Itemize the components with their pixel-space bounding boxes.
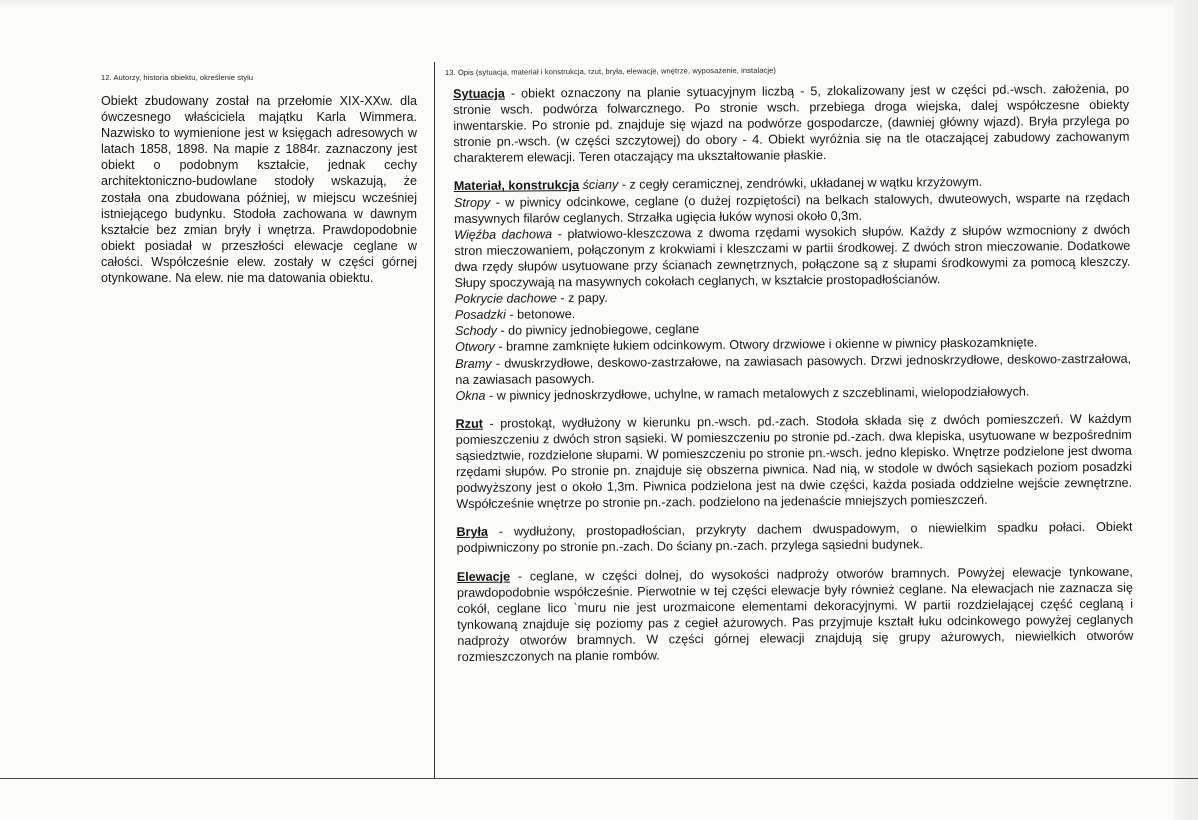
rzut-heading: Rzut bbox=[455, 416, 483, 431]
material-section bbox=[454, 173, 1132, 404]
stropy-label: Stropy bbox=[453, 195, 491, 210]
section-12-caption: 12. Autorzy, historia obiektu, określenie stylu bbox=[101, 73, 254, 82]
okna-label: Okna bbox=[455, 388, 486, 403]
stropy-line bbox=[454, 189, 1130, 226]
bramy-text: - dwuskrzydłowe, deskowo-zastrzałowe, na zawiasach pasowych. Drzwi jednoskrzydłowe, deskowo-zastrzałowa, na zawiasach pasowych. bbox=[455, 351, 1132, 387]
column-divider bbox=[434, 62, 435, 778]
bottom-rule bbox=[0, 778, 1198, 779]
sytuacja-heading: Sytuacja bbox=[453, 86, 505, 101]
pokrycie-label: Pokrycie dachowe bbox=[454, 291, 557, 307]
elewacje-paragraph bbox=[457, 563, 1134, 665]
bramy-line bbox=[455, 350, 1131, 387]
bramy-label: Bramy bbox=[455, 356, 492, 371]
wiezba-line bbox=[454, 221, 1130, 291]
elewacje-heading: Elewacje bbox=[456, 569, 511, 584]
material-heading: Materiał, konstrukcja bbox=[453, 178, 580, 194]
bryla-text: - wydłużony, prostopadłościan, przykryty dachem dwuspadowym, o niewielkim spadku połaci. Obiekt podpiwniczony po stronie pn.-zach. Do ściany pn.-zach. przylega sąsiedni budynek. bbox=[456, 520, 1133, 556]
pokrycie-text: - z papy. bbox=[556, 290, 608, 306]
bryla-heading: Bryła bbox=[456, 525, 489, 540]
posadzki-text: - betonowe. bbox=[505, 307, 576, 322]
elewacje-text: - ceglane, w części dolnej, do wysokości nadproży otworów bramnych. Powyżej elewacje tynkowane, prawdopodobnie współcześnie. Pierwotnie w tej części elewacje były również ceglane. Na elewacjach nie zaznacza się cokół, ceglane lico `muru nie jest urozmaicone elementami dekoracyjnymi. W partii rozdzielającej część ceglaną i tynkowaną znajduje się poziomy pas z cegieł ażurowych. Pas przyjmuje kształt łuku odcinkowego powyżej ceglanych nadproży otworów bramnych. W części górnej elewacji znajdują się grupy ażurowych, niewielkich otworów rozmieszczonych na planie rombów. bbox=[456, 564, 1134, 664]
page-right-edge bbox=[1174, 0, 1198, 820]
stropy-text: - w piwnicy odcinkowe, ceglane (o dużej rozpiętości) na belkach stalowych, dwuteowych, wsparte na rzędach masywnych filarów ceglanych. Strzałka ugięcia łuków wynosi około 0,3m. bbox=[453, 190, 1130, 226]
wiezba-label: Więźba dachowa bbox=[454, 226, 553, 242]
section-13-caption: 13. Opis (sytuacja, materiał i konstrukcja, rzut, bryła, elewacje, wnętrze, wyposażenie, instalacje) bbox=[445, 65, 777, 77]
okna-text: - w piwnicy jednoskrzydłowe, uchylne, w ramach metalowych z szczeblinami, wielopodziałowych. bbox=[485, 384, 1030, 403]
bryla-paragraph bbox=[456, 519, 1132, 556]
posadzki-label: Posadzki bbox=[454, 307, 506, 323]
sytuacja-paragraph bbox=[453, 81, 1130, 167]
otwory-text: - bramne zamknięte łukiem odcinkowym. Otwory drzwiowe i okienne w piwnicy płaskozamknięte. bbox=[494, 335, 1038, 355]
sytuacja-text: - obiekt oznaczony na planie sytuacyjnym liczbą - 5, zlokalizowany jest w części pd.-wsch. założenia, po stronie wsch. podwórza folwarcznego. Po stronie wsch. przebiega droga wiejska, dalej współczesne obiekty inwentarskie. Po stronie pd. znajduje się wjazd na podwórze gospodarcze, (dawniej główny wjazd). Bryła przylega po stronie pn.-wsch. (w części szczytowej) do obory - 4. Obiekt wyróżnia się na tle otaczającej zabudowy zachowanym charakterem elewacji. Teren otaczający ma ukształtowanie płaskie. bbox=[453, 81, 1130, 166]
sciany-label: ściany bbox=[582, 178, 619, 193]
schody-text: - do piwnicy jednobiegowe, ceglane bbox=[496, 322, 700, 338]
section-13-body bbox=[453, 81, 1134, 665]
rzut-paragraph bbox=[456, 410, 1133, 512]
wiezba-text: - płatwiowo-kleszczowa z dwoma rzędami wysokich słupów. Każdy z słupów wzmocniony z dwóch stron mieczowaniem, połączonym z krokwiami i kleszczami w partii środkowej. Z dwóch stron mieczowanie. Dodatkowe dwa rzędy słupów usytuowane przy ścianach zewnętrznych, połączone są z słupami środkowymi za pomocą kleszczy. Słupy spoczywają na masywnych cokołach ceglanych, w kształcie prostopadłościanów. bbox=[454, 222, 1131, 291]
rzut-text: - prostokąt, wydłużony w kierunku pn.-wsch. pd.-zach. Stodoła składa się z dwóch pomieszczeń. W każdym pomieszczeniu z dwóch stron sąsieki. W pomieszczeniu po stronie pd.-zach. dwa klepiska, usytuowane w bezpośrednim sąsiedztwie, rozdzielone słupami. W pomieszczeniu po stronie pn.-wsch. jedno klepisko. Wnętrze podzielone jest dwoma rzędami słupów. Po stronie pn. znajduje się obszerna piwnica. Nad nią, w stodole w dwóch sąsiekach poziom posadzki podwyższony jest o około 1,3m. Piwnica podzielona jest na dwie części, każda posiada oddzielne wejście zewnętrzne. Współcześnie wnętrze po stronie pn.-zach. podzielono na jedenaście mniejszych pomieszczeń. bbox=[455, 411, 1133, 512]
section-12-body: Obiekt zbudowany został na przełomie XIX-XXw. dla ówczesnego właściciela majątku Karla Wimmera. Nazwisko to wymienione jest w księgach adresowych w latach 1858, 1898. Na mapie z 1884r. zaznaczony jest obiekt o podobnym kształcie, jednak cechy architektoniczno-budowlane stodoły wskazują, że została ona zbudowana później, w miejscu wcześniej istniejącego budynku. Stodoła zachowana w dawnym kształcie bez zmian bryły i wnętrza. Prawdopodobnie obiekt posiadał w przeszłości elewacje ceglane w całości. Współcześnie elew. zostały w części górnej otynkowane. Na elew. nie ma datowania obiektu. bbox=[101, 94, 417, 286]
schody-label: Schody bbox=[454, 323, 497, 339]
page-top-shade bbox=[0, 0, 1198, 8]
otwory-label: Otwory bbox=[454, 340, 495, 355]
sciany-text: - z cegły ceramicznej, zendrówki, układanej w wątku krzyżowym. bbox=[618, 175, 983, 193]
